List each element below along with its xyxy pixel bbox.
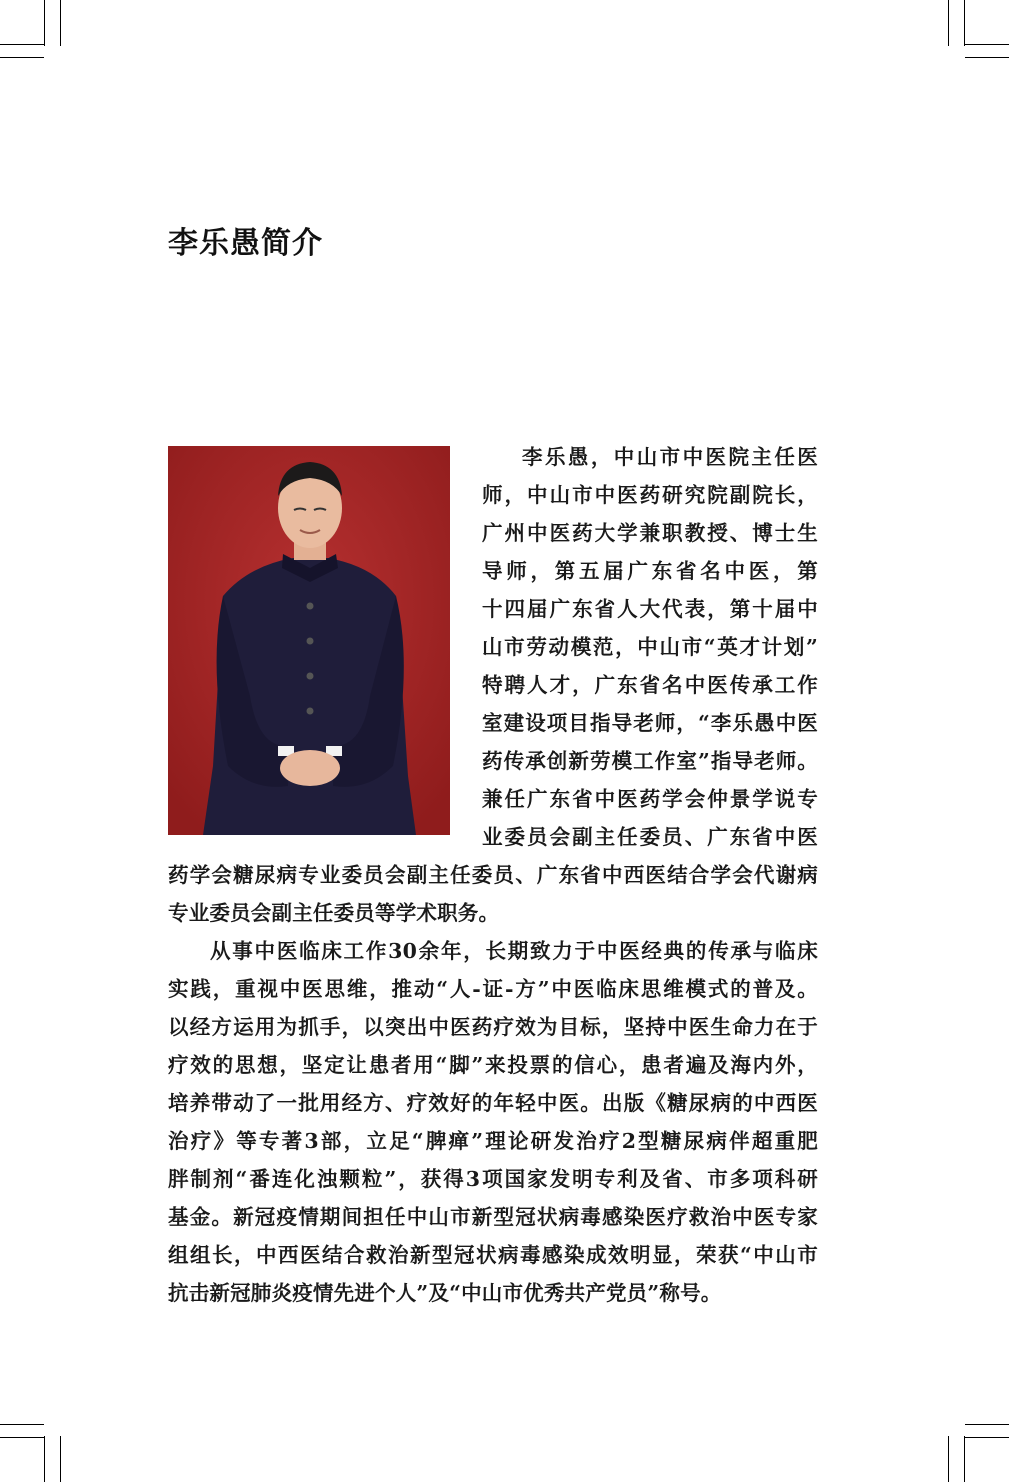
bio-line: 李乐愚，中山市中医院主任医	[522, 445, 818, 469]
crop-mark	[965, 1424, 1009, 1425]
portrait-photo	[168, 446, 450, 835]
para-line: 实践，重视中医思维，推动“人-证-方”中医临床思维模式的普及。	[168, 977, 818, 1001]
crop-mark	[948, 0, 949, 46]
crop-mark	[965, 44, 1009, 45]
bio-line: 山市劳动模范，中山市“英才计划”	[482, 635, 818, 659]
bio-line: 业委员会副主任委员、广东省中医	[482, 825, 818, 849]
para-line: 抗击新冠肺炎疫情先进个人”及“中山市优秀共产党员”称号。	[168, 1281, 722, 1305]
crop-mark	[60, 0, 61, 46]
bio-line: 导师，第五届广东省名中医，第	[482, 559, 818, 583]
bio-line: 师，中山市中医药研究院副院长，	[482, 483, 818, 507]
bio-line: 广州中医药大学兼职教授、博士生	[482, 521, 818, 545]
crop-mark	[0, 57, 44, 58]
crop-mark	[964, 1436, 965, 1482]
crop-mark	[44, 1436, 45, 1482]
bio-line: 兼任广东省中医药学会仲景学说专	[482, 787, 818, 811]
bio-line: 特聘人才，广东省名中医传承工作	[482, 673, 818, 697]
para-line: 基金。新冠疫情期间担任中山市新型冠状病毒感染医疗救治中医专家	[168, 1205, 818, 1229]
crop-mark	[44, 0, 45, 46]
crop-mark	[964, 0, 965, 46]
crop-mark	[948, 1436, 949, 1482]
para-line: 治疗》等专著3部，立足“脾瘅”理论研发治疗2型糖尿病伴超重肥	[168, 1129, 818, 1153]
crop-mark	[965, 1437, 1009, 1438]
crop-mark	[965, 57, 1009, 58]
bio-line: 药学会糖尿病专业委员会副主任委员、广东省中西医结合学会代谢病	[168, 863, 818, 887]
para-line: 胖制剂“番连化浊颗粒”，获得3项国家发明专利及省、市多项科研	[168, 1167, 818, 1191]
bio-line: 专业委员会副主任委员等学术职务。	[168, 901, 500, 925]
crop-mark	[0, 44, 44, 45]
para-line: 疗效的思想，坚定让患者用“脚”来投票的信心，患者遍及海内外，	[168, 1053, 818, 1077]
bio-line: 室建设项目指导老师，“李乐愚中医	[482, 711, 818, 735]
para-line: 培养带动了一批用经方、疗效好的年轻中医。出版《糖尿病的中西医	[168, 1091, 818, 1115]
para-line: 以经方运用为抓手，以突出中医药疗效为目标，坚持中医生命力在于	[168, 1015, 818, 1039]
para-line: 组组长，中西医结合救治新型冠状病毒感染成效明显，荣获“中山市	[168, 1243, 818, 1267]
crop-mark	[0, 1437, 44, 1438]
bio-line: 十四届广东省人大代表，第十届中	[482, 597, 818, 621]
page-title: 李乐愚简介	[168, 226, 323, 261]
portrait-illustration	[168, 446, 450, 835]
para-line: 从事中医临床工作30余年，长期致力于中医经典的传承与临床	[210, 939, 818, 963]
crop-mark	[60, 1436, 61, 1482]
bio-line: 药传承创新劳模工作室”指导老师。	[482, 749, 818, 773]
crop-mark	[0, 1424, 44, 1425]
